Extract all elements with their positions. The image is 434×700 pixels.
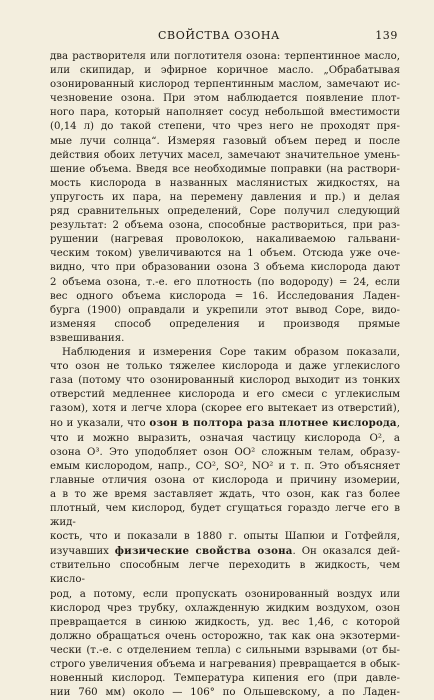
text-span: но и указали, что <box>50 418 150 430</box>
text-line: а в то же время заставляет ждать, что озон, как газ более <box>50 488 400 500</box>
bold-emphasis: озон в полтора раза плотнее кислорода <box>149 417 397 430</box>
text-line: должно обращаться очень осторожно, так как она экзотерми- <box>50 630 400 642</box>
text-line: чезновение озона. При этом наблюдается появление плот- <box>50 93 400 105</box>
text-line: строго увеличения объема и нагревания) превращается в обык- <box>50 659 400 671</box>
text-line <box>50 416 400 431</box>
text-span: , <box>396 418 400 430</box>
text-line: шение объема. Введя все необходимые поправки (на раствори- <box>50 163 400 175</box>
text-line: род, а потому, если пропускать озонированный воздух или <box>50 588 400 600</box>
paragraph-2 <box>50 346 400 700</box>
text-line: действия обоих летучих масел, замечают значительное умень- <box>50 149 400 161</box>
text-line: мость кислорода в названных маслянистых жидкостях, на <box>50 177 400 189</box>
text-line: отверстий медленнее кислорода и его смеси с углекислым <box>50 389 400 401</box>
text-line <box>50 544 400 559</box>
text-line: что и можно выразить, означая частицу кислорода O², а <box>50 432 400 444</box>
text-line: плотный, чем кислород, будет сгущаться гораздо легче его в жид- <box>50 503 400 529</box>
text-line: превращается в синюю жидкость, уд. вес 1,46, с которой <box>50 616 400 628</box>
bold-emphasis: физические свойства озона <box>114 545 293 558</box>
text-line: ного пара, который наполняет сосуд небольшой вместимости <box>50 107 400 119</box>
text-line: (0,14 л) до такой степени, что чрез него не проходят пря- <box>50 121 400 133</box>
text-line: результат: 2 объема озона, способные раствориться, при раз- <box>50 220 400 232</box>
text-line: емым кислородом, напр., CO², SO², NO² и т. п. Это объясняет <box>50 460 400 472</box>
text-line: ствительно способным легче переходить в жидкость, чем кисло- <box>50 560 400 586</box>
text-line: изменяя способ определения и производя прямые взвешивания. <box>50 318 400 344</box>
body-text <box>50 50 400 700</box>
text-line: видно, что при образовании озона 3 объема кислорода дают <box>50 262 400 274</box>
text-line: что озон не только тяжелее кислорода и даже углекислого <box>50 361 400 373</box>
text-line: кость, что и показали в 1880 г. опыты Шапюи и Готфейля, <box>50 531 400 543</box>
running-title: СВОЙСТВА ОЗОНА <box>158 29 280 42</box>
page-header <box>50 26 400 50</box>
text-line: вес одного объема кислорода = 16. Исследования Ладен- <box>50 290 400 302</box>
text-line: нии 760 мм) около — 106° по Ольшевскому, а по Ладен- <box>50 687 400 699</box>
text-line: главные отличия озона от кислорода и причину изомерии, <box>50 474 400 486</box>
text-line: озонированный кислород терпентинным маслом, замечают ис- <box>50 79 400 91</box>
text-line: ряд сравнительных определений, Соре получил следующий <box>50 206 400 218</box>
page-number: 139 <box>375 29 398 42</box>
text-line: Наблюдения и измерения Соре таким образом показали, <box>62 346 400 358</box>
text-line: два растворителя или поглотителя озона: терпентинное масло, <box>50 51 400 62</box>
text-line: упругость их пара, на перемену давления и пр.) и делая <box>50 191 400 203</box>
text-line: газом), хотя и легче хлора (скорее его вытекает из отверстий), <box>50 403 400 415</box>
text-line: мые лучи солнца“. Измеряя газовый объем перед и после <box>50 135 400 147</box>
text-line: бурга (1900) оправдали и укрепили этот вывод Соре, видо- <box>50 304 400 316</box>
text-line: или скипидар, и эфирное коричное масло. „Обрабатывая <box>50 65 400 77</box>
text-line: чески (т.-е. с отделением тепла) с сильными взрывами (от бы- <box>50 644 400 656</box>
text-line: ческим током) увеличиваются на 1 объем. Отсюда уже оче- <box>50 248 400 260</box>
text-line: новенный кислород. Температура кипения его (при давле- <box>50 673 400 685</box>
text-span: . Он оказался дей- <box>292 546 400 558</box>
paragraph-1 <box>50 50 400 346</box>
text-span: изучавших <box>50 546 115 558</box>
text-line: рушении (нагревая проволокою, накаливаемою гальвани- <box>50 234 400 246</box>
text-line: 2 объема озона, т.-е. его плотность (по водороду) = 24, если <box>50 276 400 288</box>
text-line: озона O³. Это уподобляет озон OO² сложным телам, образу- <box>50 446 400 458</box>
text-line: кислород чрез трубку, охлажденную жидким воздухом, озон <box>50 602 400 614</box>
text-line: газа (потому что озонированный кислород выходит из тонких <box>50 375 400 387</box>
